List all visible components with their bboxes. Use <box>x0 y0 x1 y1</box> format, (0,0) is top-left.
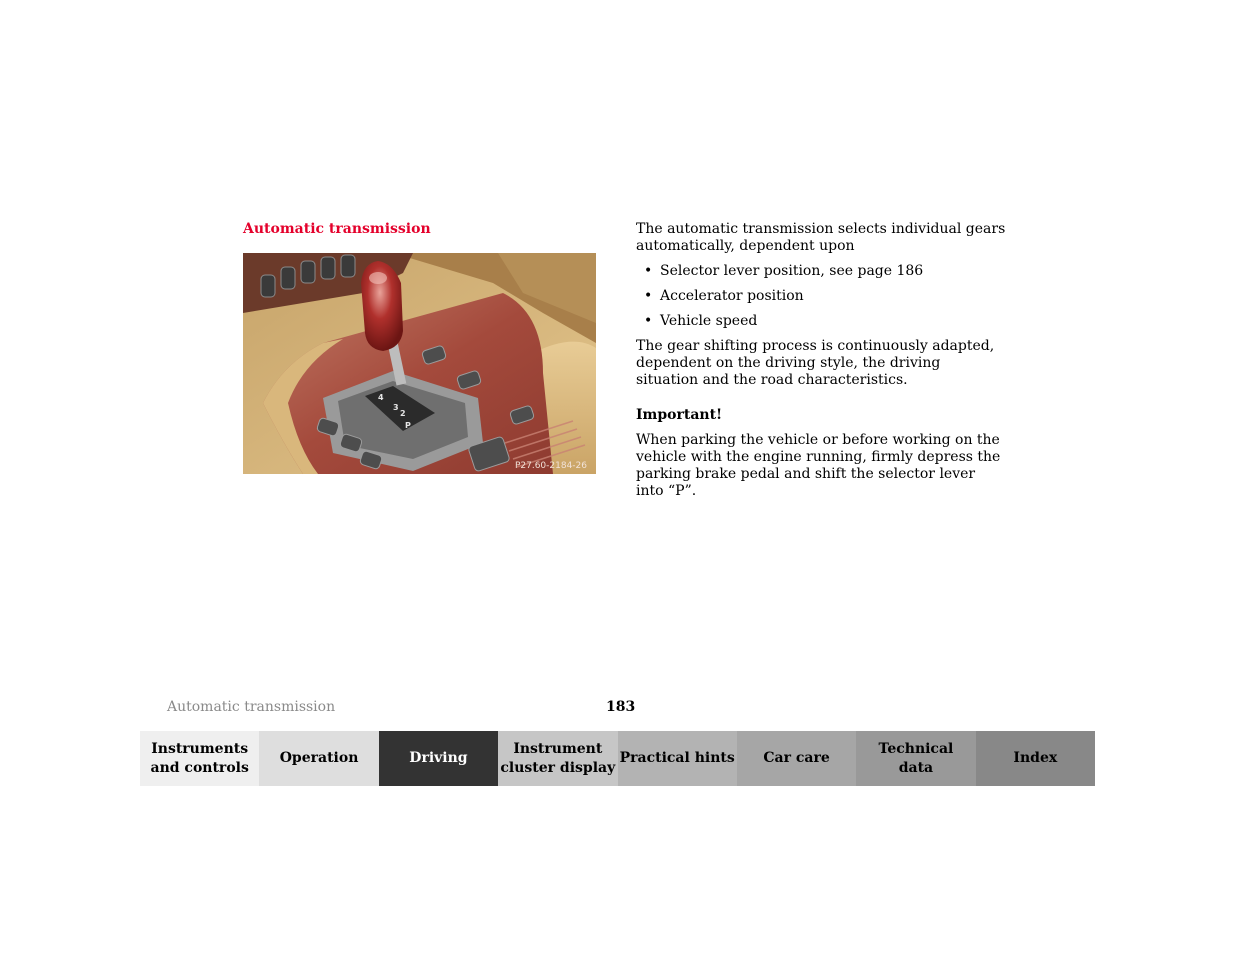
tab-label: Practical hints <box>619 750 735 766</box>
svg-text:4: 4 <box>378 393 384 402</box>
tab-instruments-and-controls[interactable] <box>140 731 259 786</box>
section-title: Automatic transmission <box>243 221 431 237</box>
list-item-text: Selector lever position, see page 186 <box>660 263 924 279</box>
tab-technical-data[interactable] <box>856 731 975 786</box>
list-item-text: Vehicle speed <box>660 313 758 329</box>
bullet-icon: • <box>644 288 653 304</box>
tab-label: Car care <box>763 750 830 766</box>
important-heading: Important! <box>636 407 723 423</box>
gear-selector-illustration <box>243 253 596 474</box>
tab-label: Driving <box>409 750 468 766</box>
bullet-icon: • <box>644 263 653 279</box>
svg-text:P: P <box>405 421 411 430</box>
footer-section-label: Automatic transmission <box>167 699 336 715</box>
tab-label: Operation <box>279 750 359 766</box>
tab-car-care[interactable] <box>737 731 856 786</box>
tab-label: Instruments and controls <box>150 740 249 776</box>
list-item-text: Accelerator position <box>660 288 804 304</box>
tab-driving[interactable] <box>379 731 498 786</box>
intro-paragraph: The automatic transmission selects individual gears automatically, dependent upon <box>636 221 1006 254</box>
tab-index[interactable] <box>976 731 1095 786</box>
chapter-navigation <box>140 731 1095 786</box>
tab-label: Index <box>1013 750 1058 766</box>
page-number: 183 <box>606 699 636 715</box>
important-paragraph: When parking the vehicle or before working on the vehicle with the engine running, firmly depress the parking brake pedal and shift the selector lever into “P”. <box>636 432 1001 499</box>
tab-label: Instrument cluster display <box>500 740 616 776</box>
svg-text:2: 2 <box>400 409 406 418</box>
body-text <box>636 221 1006 508</box>
conditions-list <box>636 263 1006 330</box>
svg-text:3: 3 <box>393 403 399 412</box>
tab-instrument-cluster-display[interactable] <box>498 731 617 786</box>
list-item <box>636 313 1006 330</box>
figure-code: P27.60-2184-26 <box>514 461 587 471</box>
bullet-icon: • <box>644 313 653 329</box>
tab-label: Technical data <box>878 740 954 776</box>
shifting-paragraph: The gear shifting process is continuously adapted, dependent on the driving style, the driving situation and the road characteristics. <box>636 338 995 388</box>
list-item <box>636 263 1006 280</box>
tab-practical-hints[interactable] <box>618 731 737 786</box>
list-item <box>636 288 1006 305</box>
tab-operation[interactable] <box>259 731 378 786</box>
